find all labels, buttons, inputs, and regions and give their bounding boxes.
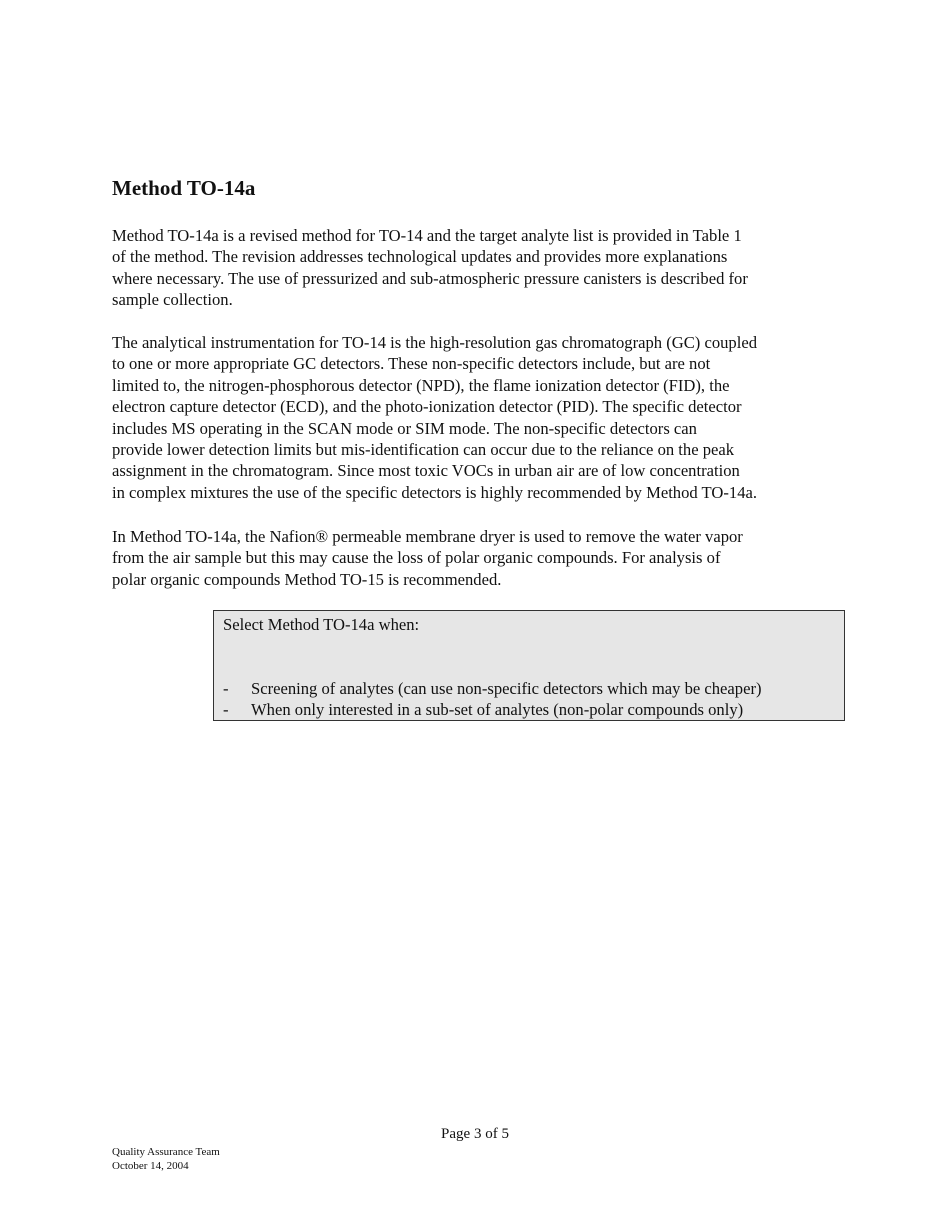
callout-list-item	[214, 699, 844, 720]
paragraph-intro: Method TO-14a is a revised method for TO-14 and the target analyte list is provided in Table 1 of the method. The revision addresses technological updates and provides more explanations where necessary. The use of pressurized and sub-atmospheric pressure canisters is described for sample collection.	[112, 226, 748, 310]
page-number: Page 3 of 5	[441, 1126, 509, 1142]
footer-date: October 14, 2004	[112, 1160, 189, 1172]
dash-bullet: -	[223, 700, 229, 720]
paragraph-nafion-dryer: In Method TO-14a, the Nafion® permeable membrane dryer is used to remove the water vapor from the air sample but this may cause the loss of polar organic compounds. For analysis of polar organic compounds Method TO-15 is recommended.	[112, 527, 743, 589]
dash-bullet: -	[223, 679, 229, 698]
paragraph-instrumentation: The analytical instrumentation for TO-14 is the high-resolution gas chromatograph (GC) coupled to one or more appropriate GC detectors. These non-specific detectors include, but are not limited to, the nitrogen-phosphorous detector (NPD), the flame ionization detector (FID), the electron capture detector (ECD), and the photo-ionization detector (PID). The specific detector includes MS operating in the SCAN mode or SIM mode. The non-specific detectors can provide lower detection limits but mis-identification can occur due to the reliance on the peak assignment in the chromatogram. Since most toxic VOCs in urban air are of low concentration in complex mixtures the use of the specific detectors is highly recommended by Method TO-14a.	[112, 333, 758, 502]
callout-item-text: When only interested in a sub-set of analytes (non-polar compounds only)	[251, 700, 744, 720]
callout-list	[214, 678, 844, 721]
callout-title: Select Method TO-14a when:	[223, 615, 420, 634]
selection-callout-box	[213, 610, 845, 721]
footer	[112, 1145, 220, 1173]
footer-team: Quality Assurance Team	[112, 1146, 220, 1158]
callout-item-text: Screening of analytes (can use non-specific detectors which may be cheaper)	[251, 679, 762, 698]
callout-list-item	[214, 678, 844, 699]
section-heading: Method TO-14a	[112, 176, 256, 200]
